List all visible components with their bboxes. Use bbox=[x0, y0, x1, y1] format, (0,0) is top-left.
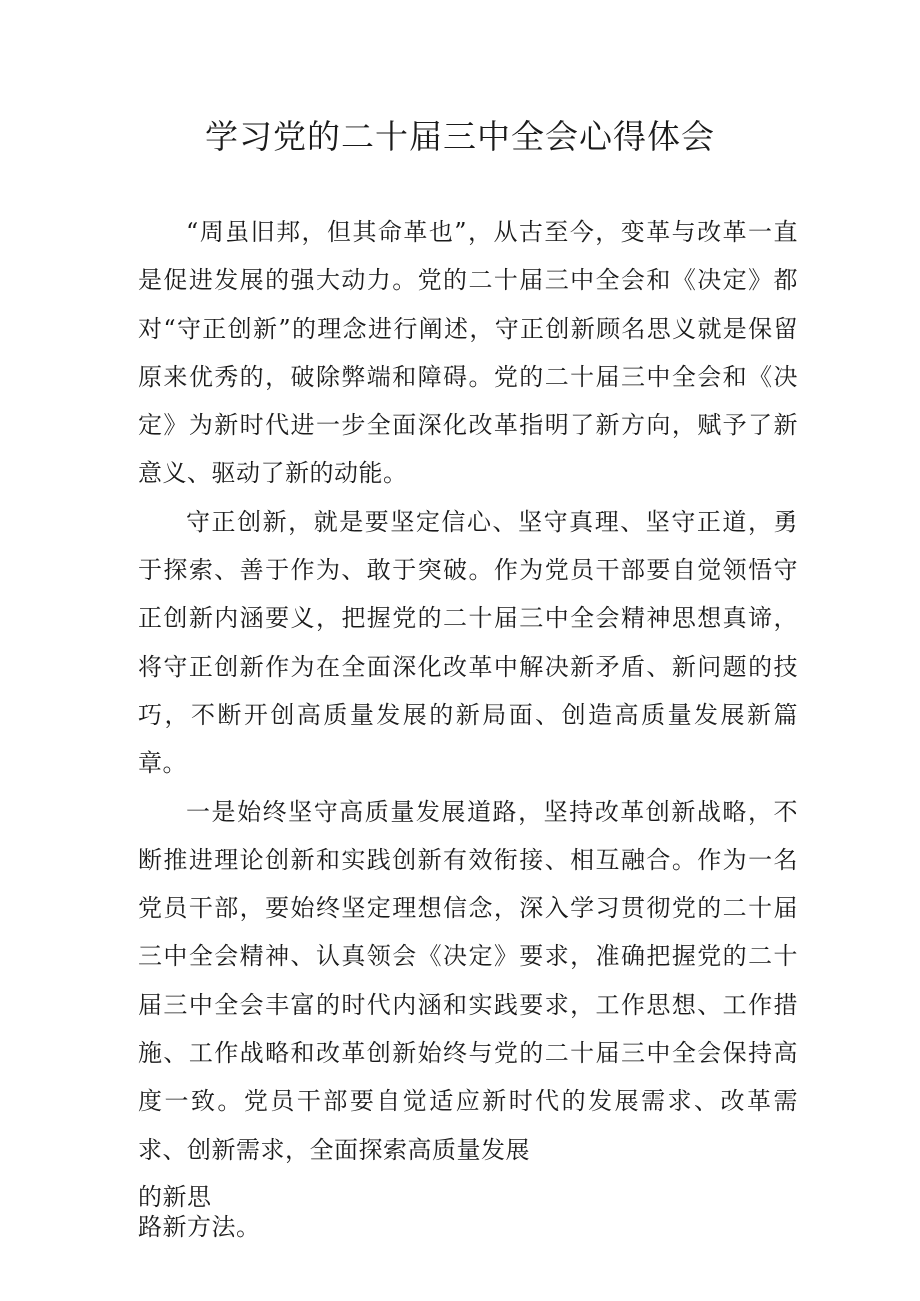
paragraph-3: 一是始终坚守高质量发展道路，坚持改革创新战略，不断推进理论创新和实践创新有效衔接、相互融合。作为一名党员干部，要始终坚定理想信念，深入学习贯彻党的二十届三中全会精神、认真领会《决定》要求，准确把握党的二十届三中全会丰富的时代内涵和实践要求，工作思想、工作措施、工作战略和改革创新始终与党的二十届三中全会保持高度一致。党员干部要自觉适应新时代的发展需求、改革需求、创新需求，全面探索高质量发展 bbox=[138, 797, 798, 1164]
document-body bbox=[138, 208, 798, 1242]
paragraph-1: “周虽旧邦，但其命革也”，从古至今，变革与改革一直是促进发展的强大动力。党的二十届三中全会和《决定》都对“守正创新”的理念进行阐述，守正创新顾名思义就是保留原来优秀的，破除弊端和障碍。党的二十届三中全会和《决定》为新时代进一步全面深化改革指明了新方向，赋予了新意义、驱动了新的动能。 bbox=[138, 218, 798, 488]
paragraph-3-tail-line-1: 的新思 bbox=[138, 1182, 212, 1211]
paragraph-2: 守正创新，就是要坚定信心、坚守真理、坚守正道，勇于探索、善于作为、敢于突破。作为党员干部要自觉领悟守正创新内涵要义，把握党的二十届三中全会精神思想真谛，将守正创新作为在全面深化改革中解决新矛盾、新问题的技巧，不断开创高质量发展的新局面、创造高质量发展新篇章。 bbox=[138, 507, 798, 778]
paragraph-3-tail-line-2: 路新方法。 bbox=[138, 1212, 261, 1241]
document-title: 学习党的二十届三中全会心得体会 bbox=[205, 117, 715, 156]
